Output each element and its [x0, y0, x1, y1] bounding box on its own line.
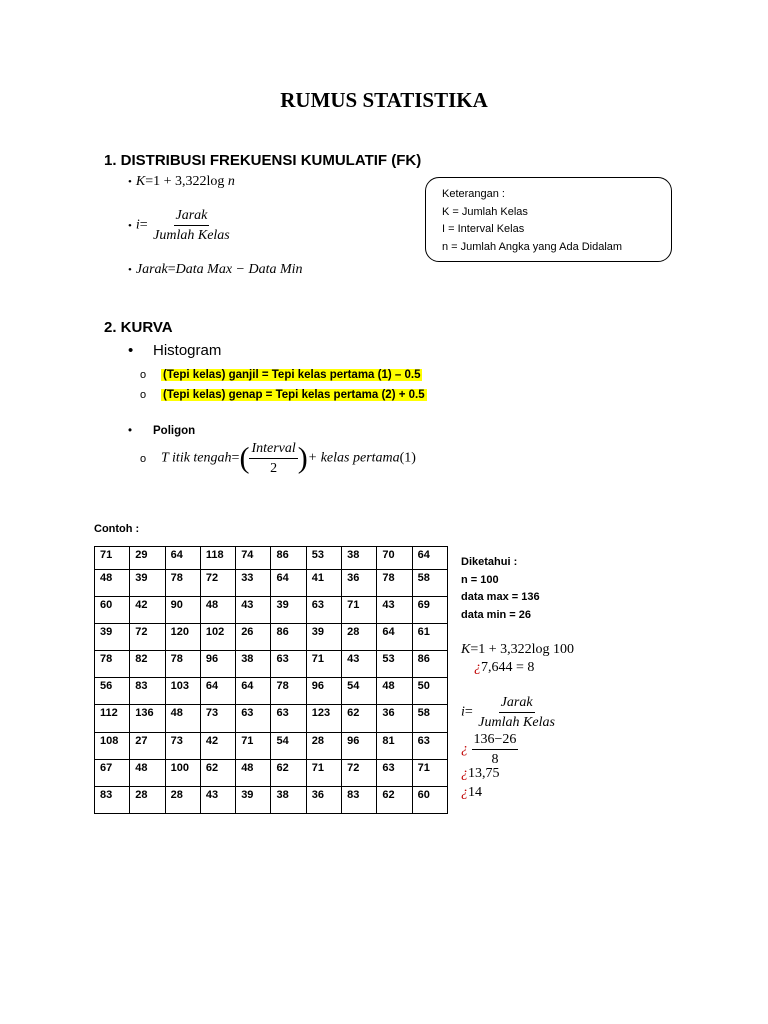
formula-i-fraction	[151, 207, 232, 244]
table-cell: 54	[271, 732, 306, 759]
table-cell: 83	[342, 786, 377, 813]
formula-i	[128, 207, 232, 244]
table-cell: 48	[377, 678, 412, 705]
fraction-denominator: 2	[270, 461, 278, 476]
table-cell: 38	[342, 547, 377, 570]
table-cell: 69	[412, 597, 447, 624]
table-cell: 102	[200, 624, 235, 651]
table-cell: 83	[95, 786, 130, 813]
table-cell: 58	[412, 705, 447, 732]
k-calc	[461, 642, 574, 658]
table-cell: 28	[130, 786, 165, 813]
table-cell: 72	[130, 624, 165, 651]
k-calc-result	[474, 660, 534, 676]
table-cell: 62	[342, 705, 377, 732]
histogram-label: Histogram	[153, 342, 222, 359]
bullet: •	[128, 425, 133, 437]
k-calc-rhs: 1 + 3,322log 100	[478, 642, 575, 657]
formula-jarak	[128, 262, 303, 278]
diketahui-title: Diketahui :	[461, 556, 518, 568]
bullet: •	[128, 176, 132, 188]
table-cell: 60	[412, 786, 447, 813]
unknown-char-mark: ¿	[461, 741, 468, 757]
fraction-denominator: Jumlah Kelas	[478, 715, 555, 730]
diketahui-line: data max = 136	[461, 591, 540, 603]
poligon-label: Poligon	[153, 425, 196, 437]
fraction-denominator: 8	[491, 752, 499, 767]
table-cell: 61	[412, 624, 447, 651]
unknown-char-mark: ¿	[461, 785, 468, 800]
table-cell: 78	[271, 678, 306, 705]
table-cell: 78	[165, 570, 200, 597]
table-cell: 73	[200, 705, 235, 732]
k-calc-eq: =	[470, 642, 479, 657]
table-cell: 112	[95, 705, 130, 732]
i-calc-step-1	[461, 766, 500, 782]
poligon-eq: =	[231, 450, 240, 466]
i-calc-fraction	[476, 694, 557, 731]
bullet: •	[128, 342, 134, 359]
unknown-char-mark: ¿	[461, 766, 468, 781]
poligon-arg: (1)	[399, 450, 416, 466]
table-cell: 43	[200, 786, 235, 813]
formula-jarak-eq: =	[167, 262, 176, 277]
table-cell: 38	[271, 786, 306, 813]
table-cell: 63	[306, 597, 341, 624]
table-cell: 38	[236, 651, 271, 678]
sub-bullet: o	[140, 452, 147, 465]
table-cell: 71	[236, 732, 271, 759]
table-cell: 108	[95, 732, 130, 759]
table-cell: 136	[130, 705, 165, 732]
i-calc	[461, 694, 557, 731]
fraction-denominator: Jumlah Kelas	[153, 228, 230, 243]
fraction-numerator: Jarak	[174, 207, 210, 226]
table-cell: 48	[165, 705, 200, 732]
histogram-genap-text: (Tepi kelas) genap = Tepi kelas pertama (2) + 0.5	[163, 389, 425, 401]
left-paren: (	[239, 441, 250, 475]
table-cell: 43	[342, 651, 377, 678]
table-cell: 86	[271, 624, 306, 651]
sub-bullet: o	[140, 369, 147, 381]
histogram-sub-2	[140, 385, 427, 403]
table-cell: 78	[377, 570, 412, 597]
formula-k-var: n	[227, 174, 235, 189]
table-cell: 36	[342, 570, 377, 597]
table-cell: 67	[95, 759, 130, 786]
table-cell: 72	[200, 570, 235, 597]
table-row	[95, 651, 448, 678]
table-cell: 50	[412, 678, 447, 705]
page-title: RUMUS STATISTIKA	[280, 88, 488, 112]
table-row	[95, 759, 448, 786]
poligon-item	[128, 425, 195, 437]
table-cell: 41	[306, 570, 341, 597]
table-cell: 100	[165, 759, 200, 786]
table-cell: 62	[200, 759, 235, 786]
table-cell: 53	[306, 547, 341, 570]
table-cell: 63	[271, 705, 306, 732]
diketahui-line: data min = 26	[461, 608, 532, 621]
table-cell: 72	[342, 759, 377, 786]
table-row	[95, 570, 448, 597]
table-cell: 39	[236, 786, 271, 813]
poligon-fraction	[249, 440, 297, 477]
table-cell: 86	[271, 547, 306, 570]
formula-jarak-lhs: Jarak	[135, 262, 168, 277]
table-cell: 56	[95, 678, 130, 705]
formula-jarak-rhs: Data Max − Data Min	[175, 262, 303, 277]
table-cell: 82	[130, 651, 165, 678]
table-row	[95, 732, 448, 759]
table-cell: 26	[236, 624, 271, 651]
table-cell: 78	[165, 651, 200, 678]
table-cell: 63	[412, 732, 447, 759]
table-cell: 42	[130, 597, 165, 624]
section-1-heading: 1. DISTRIBUSI FREKUENSI KUMULATIF (FK)	[104, 152, 422, 169]
sub-bullet: o	[140, 389, 147, 401]
table-row	[95, 597, 448, 624]
table-cell: 83	[130, 678, 165, 705]
i-calc-step-2	[461, 785, 482, 801]
table-cell: 71	[342, 597, 377, 624]
table-cell: 36	[377, 705, 412, 732]
formula-i-lhs: i	[135, 217, 140, 233]
table-cell: 43	[377, 597, 412, 624]
table-cell: 33	[236, 570, 271, 597]
table-cell: 48	[236, 759, 271, 786]
right-paren: )	[297, 441, 308, 475]
table-cell: 48	[130, 759, 165, 786]
table-cell: 71	[412, 759, 447, 786]
table-cell: 63	[271, 651, 306, 678]
i-calc-step-1-value: 13,75	[468, 766, 500, 781]
formula-k	[128, 174, 235, 190]
data-table	[94, 546, 448, 814]
table-cell: 48	[95, 570, 130, 597]
fraction-numerator: 136−26	[472, 731, 519, 750]
table-cell: 103	[165, 678, 200, 705]
histogram-ganjil-text: (Tepi kelas) ganjil = Tepi kelas pertama (1) – 0.5	[163, 369, 421, 381]
table-cell: 81	[377, 732, 412, 759]
table-cell: 53	[377, 651, 412, 678]
keterangan-line: K = Jumlah Kelas	[442, 205, 528, 218]
keterangan-line: I = Interval Kelas	[442, 223, 525, 235]
table-cell: 123	[306, 705, 341, 732]
table-cell: 36	[306, 786, 341, 813]
poligon-lhs: T itik tengah	[161, 450, 232, 466]
table-cell: 48	[200, 597, 235, 624]
i-calc-step-fraction	[461, 731, 518, 768]
poligon-formula	[140, 440, 416, 477]
k-calc-result-value: 7,644 = 8	[481, 660, 535, 675]
table-row	[95, 624, 448, 651]
table-cell: 62	[377, 786, 412, 813]
table-cell: 120	[165, 624, 200, 651]
diketahui-line: n = 100	[461, 573, 499, 586]
table-cell: 71	[306, 651, 341, 678]
keterangan-title: Keterangan :	[442, 188, 505, 200]
table-cell: 64	[236, 678, 271, 705]
table-cell: 28	[165, 786, 200, 813]
table-cell: 60	[95, 597, 130, 624]
table-cell: 70	[377, 547, 412, 570]
table-cell: 43	[236, 597, 271, 624]
table-cell: 64	[377, 624, 412, 651]
table-row	[95, 705, 448, 732]
section-2-heading: 2. KURVA	[104, 319, 173, 336]
table-cell: 73	[165, 732, 200, 759]
table-cell: 63	[236, 705, 271, 732]
table-cell: 64	[165, 547, 200, 570]
table-cell: 86	[412, 651, 447, 678]
table-cell: 29	[130, 547, 165, 570]
table-cell: 39	[271, 597, 306, 624]
table-cell: 28	[306, 732, 341, 759]
table-cell: 96	[306, 678, 341, 705]
i-calc-eq: =	[464, 704, 473, 720]
table-row	[95, 547, 448, 570]
table-cell: 28	[342, 624, 377, 651]
i-calc-fraction-2	[472, 731, 519, 768]
formula-i-eq: =	[139, 217, 148, 233]
table-cell: 71	[306, 759, 341, 786]
fraction-numerator: Interval	[249, 440, 297, 459]
table-cell: 96	[342, 732, 377, 759]
table-cell: 71	[95, 547, 130, 570]
table-row	[95, 678, 448, 705]
table-cell: 39	[95, 624, 130, 651]
formula-k-lhs: K	[135, 174, 146, 189]
table-cell: 74	[236, 547, 271, 570]
table-cell: 42	[200, 732, 235, 759]
table-cell: 58	[412, 570, 447, 597]
table-cell: 54	[342, 678, 377, 705]
table-cell: 64	[271, 570, 306, 597]
histogram-sub-1	[140, 365, 422, 383]
histogram-item	[128, 342, 221, 359]
table-cell: 39	[130, 570, 165, 597]
table-cell: 118	[200, 547, 235, 570]
keterangan-box	[425, 177, 672, 262]
bullet: •	[128, 219, 132, 232]
table-cell: 62	[271, 759, 306, 786]
i-calc-lhs: i	[461, 704, 465, 720]
formula-k-rhs: 1 + 3,322log	[153, 174, 228, 189]
table-cell: 27	[130, 732, 165, 759]
table-cell: 96	[200, 651, 235, 678]
formula-k-eq: =	[145, 174, 154, 189]
table-cell: 39	[306, 624, 341, 651]
table-cell: 64	[200, 678, 235, 705]
table-row	[95, 786, 448, 813]
contoh-label: Contoh :	[94, 523, 140, 535]
i-calc-step-2-value: 14	[468, 785, 482, 800]
table-cell: 63	[377, 759, 412, 786]
keterangan-line: n = Jumlah Angka yang Ada Didalam	[442, 240, 623, 253]
table-cell: 78	[95, 651, 130, 678]
table-cell: 64	[412, 547, 447, 570]
fraction-numerator: Jarak	[499, 694, 535, 713]
k-calc-lhs: K	[461, 642, 471, 657]
diketahui-block	[461, 554, 540, 624]
poligon-rhs: + kelas pertama	[307, 450, 400, 466]
bullet: •	[128, 264, 132, 276]
table-cell: 90	[165, 597, 200, 624]
unknown-char-mark: ¿	[474, 660, 481, 675]
